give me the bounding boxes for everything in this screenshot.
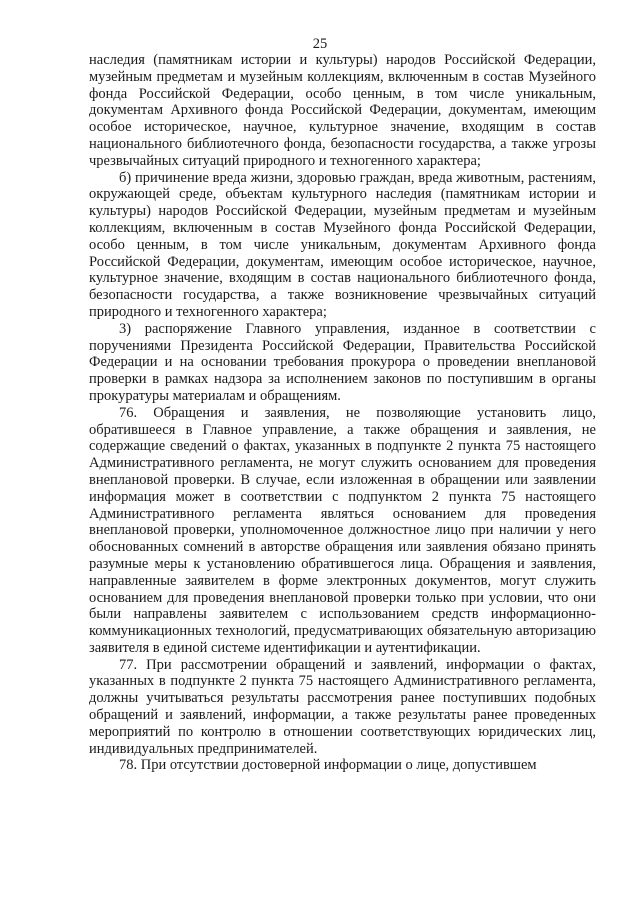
page-number: 25 (312, 36, 328, 52)
paragraph-continuation: наследия (памятникам истории и культуры) народов Российской Федерации, музейным предметам и музейным коллекциям, включенным в состав Музейного фонда Российской Федерации, особо ценным, в том числе уникальным, документам Архивного фонда Российской Федерации, документам, имеющим особое историческое, научное, культурное значение, входящим в состав национального библиотечного фонда, безопасности государства, а также угрозы чрезвычайных ситуаций природного и техногенного характера; (89, 52, 596, 169)
paragraph-78: 78. При отсутствии достоверной информации о лице, допустившем (119, 757, 537, 774)
paragraph-subitem-b: б) причинение вреда жизни, здоровью граждан, вреда животным, растениям, окружающей среде, объектам культурного наследия (памятникам истории и культуры) народов Российской Федерации, музейным предметам и музейным коллекциям, включенным в состав Музейного фонда Российской Федерации, особо ценным, в том числе уникальным, документам Архивного фонда Российской Федерации, документам, имеющим особое историческое, научное, культурное значение, входящим в состав национального библиотечного фонда, безопасности государства, а также возникновение чрезвычайных ситуаций природного и техногенного характера; (89, 169, 596, 320)
paragraph-77: 77. При рассмотрении обращений и заявлений, информации о фактах, указанных в подпункте 2 пункта 75 настоящего Административного регламента, должны учитываться результаты рассмотрения ранее поступивших подобных обращений и заявлений, информации, а также результаты ранее проведенных мероприятий по контролю в отношении соответствующих юридических лиц, индивидуальных предпринимателей. (89, 656, 596, 757)
paragraph-76: 76. Обращения и заявления, не позволяющие установить лицо, обратившееся в Главное управление, а также обращения и заявления, не содержащие сведений о фактах, указанных в подпункте 2 пункта 75 настоящего Административного регламента, не могут служить основанием для проведения внеплановой проверки. В случае, если изложенная в обращении или заявлении информация может в соответствии с подпунктом 2 пункта 75 настоящего Административного регламента являться основанием для проведения внеплановой проверки, уполномоченное должностное лицо при наличии у него обоснованных сомнений в авторстве обращения или заявления обязано принять разумные меры к установлению обратившегося лица. Обращения и заявления, направленные заявителем в форме электронных документов, могут служить основанием для проведения внеплановой проверки только при условии, что они были направлены заявителем с использованием средств информационно-коммуникационных технологий, предусматривающих обязательную авторизацию заявителя в единой системе идентификации и аутентификации. (89, 404, 596, 656)
body-text (89, 52, 596, 774)
paragraph-subitem-3: 3) распоряжение Главного управления, изданное в соответствии с поручениями Президента Российской Федерации, Правительства Российской Федерации и на основании требования прокурора о проведении внеплановой проверки в рамках надзора за исполнением законов по поступившим в органы прокуратуры материалам и обращениям. (89, 320, 596, 404)
